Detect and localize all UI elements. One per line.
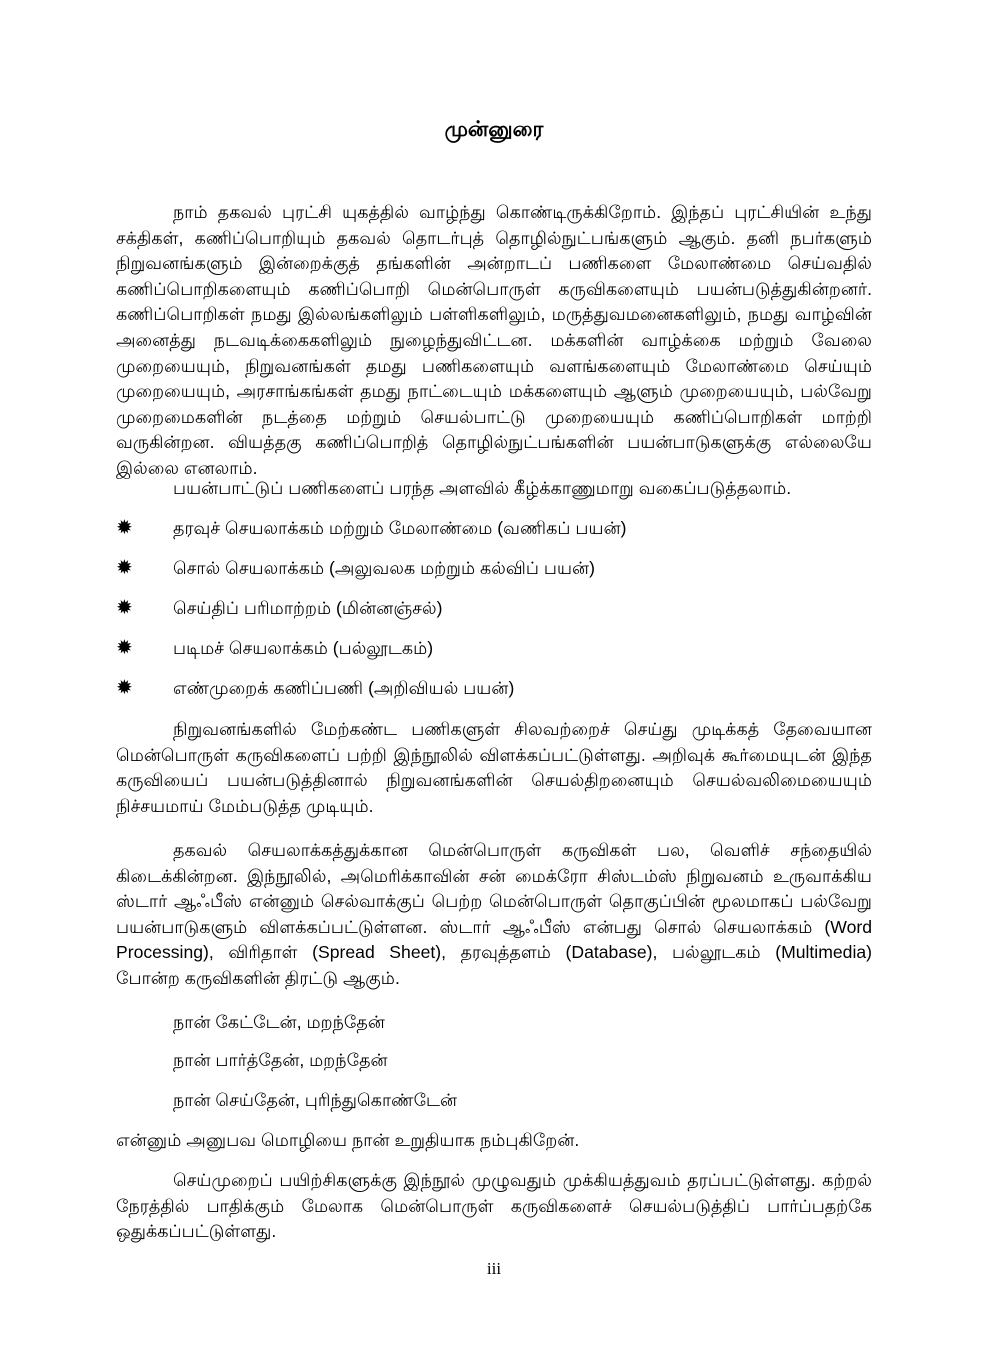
sunburst-bullet-icon: ✹ bbox=[116, 597, 133, 619]
document-page bbox=[116, 0, 872, 1361]
tools-paragraph: நிறுவனங்களில் மேற்கண்ட பணிகளுள் சிலவற்றைச் செய்து முடிக்கத் தேவையான மென்பொருள் கருவிகளைப் பற்றி இந்நூலில் விளக்கப்பட்டுள்ளது. அறிவுக் கூர்மையுடன் இந்த கருவியைப் பயன்படுத்தினால் நிறுவனங்களின் செயல்திறனையும் செயல்வலிமையையும் நிச்சயமாய் மேம்படுத்த முடியும். bbox=[116, 719, 872, 816]
star-office-paragraph: தகவல் செயலாக்கத்துக்கான மென்பொருள் கருவிகள் பல, வெளிச் சந்தையில் கிடைக்கின்றன. இந்நூலில், அமெரிக்காவின் சன் மைக்ரோ சிஸ்டம்ஸ் நிறுவனம் உருவாக்கிய ஸ்டார் ஆஃபீஸ் என்னும் செல்வாக்குப் பெற்ற மென்பொருள் தொகுப்பின் மூலமாகப் பல்வேறு பயன்பாடுகளும் விளக்கப்பட்டுள்ளன. ஸ்டார் ஆஃபீஸ் என்பது சொல் செயலாக்கம் (Word Processing), விரிதாள் (Spread Sheet), தரவுத்தளம் (Database), பல்லூடகம் (Multimedia) போன்ற கருவிகளின் திரட்டு ஆகும். bbox=[116, 840, 872, 988]
sunburst-bullet-icon: ✹ bbox=[116, 557, 133, 579]
quote-follow-text: என்னும் அனுபவ மொழியை நான் உறுதியாக நம்புகிறேன். bbox=[116, 1130, 580, 1150]
bullet-text: சொல் செயலாக்கம் (அலுவலக மற்றும் கல்விப் பயன்) bbox=[173, 558, 595, 578]
bullet-text: எண்முறைக் கணிப்பணி (அறிவியல் பயன்) bbox=[173, 678, 515, 698]
classification-intro: பயன்பாட்டுப் பணிகளைப் பரந்த அளவில் கீழ்க்காணுமாறு வகைப்படுத்தலாம். bbox=[173, 478, 792, 498]
quote-line: நான் கேட்டேன், மறந்தேன் bbox=[173, 1012, 385, 1032]
bullet-text: தரவுச் செயலாக்கம் மற்றும் மேலாண்மை (வணிகப் பயன்) bbox=[173, 518, 627, 538]
bullet-item bbox=[116, 636, 872, 661]
bullet-item bbox=[116, 556, 872, 581]
bullet-item bbox=[116, 676, 872, 701]
quote-line: நான் பார்த்தேன், மறந்தேன் bbox=[173, 1050, 388, 1070]
practical-paragraph: செய்முறைப் பயிற்சிகளுக்கு இந்நூல் முழுவதும் முக்கியத்துவம் தரப்பட்டுள்ளது. கற்றல் நேரத்தில் பாதிக்கும் மேலாக மென்பொருள் கருவிகளைச் செயல்படுத்திப் பார்ப்பதற்கே ஒதுக்கப்பட்டுள்ளது. bbox=[116, 1170, 872, 1242]
bullet-text: படிமச் செயலாக்கம் (பல்லூடகம்) bbox=[173, 638, 434, 658]
page-number: iii bbox=[486, 1259, 502, 1278]
sunburst-bullet-icon: ✹ bbox=[116, 517, 133, 539]
bullet-text: செய்திப் பரிமாற்றம் (மின்னஞ்சல்) bbox=[173, 598, 443, 618]
sunburst-bullet-icon: ✹ bbox=[116, 677, 133, 699]
sunburst-bullet-icon: ✹ bbox=[116, 637, 133, 659]
bullet-item bbox=[116, 596, 872, 621]
bullet-item bbox=[116, 516, 872, 541]
quote-line: நான் செய்தேன், புரிந்துகொண்டேன் bbox=[173, 1090, 458, 1110]
intro-paragraph: நாம் தகவல் புரட்சி யுகத்தில் வாழ்ந்து கொண்டிருக்கிறோம். இந்தப் புரட்சியின் உந்து சக்திகள், கணிப்பொறியும் தகவல் தொடர்புத் தொழில்நுட்பங்களும் ஆகும். தனி நபர்களும் நிறுவனங்களும் இன்றைக்குத் தங்களின் அன்றாடப் பணிகளை மேலாண்மை செய்வதில் கணிப்பொறிகளையும் கணிப்பொறி மென்பொருள் கருவிகளையும் பயன்படுத்துகின்றனர். கணிப்பொறிகள் நமது இல்லங்களிலும் பள்ளிகளிலும், மருத்துவமனைகளிலும், நமது வாழ்வின் அனைத்து நடவடிக்கைகளிலும் நுழைந்துவிட்டன. மக்களின் வாழ்க்கை மற்றும் வேலை முறையையும், நிறுவனங்கள் தமது பணிகளையும் வளங்களையும் மேலாண்மை செய்யும் முறையையும், அரசாங்கங்கள் தமது நாட்டையும் மக்களையும் ஆளும் முறையையும், பல்வேறு முறைமைகளின் நடத்தை மற்றும் செயல்பாட்டு முறையையும் கணிப்பொறிகள் மாற்றி வருகின்றன. வியத்தகு கணிப்பொறித் தொழில்நுட்பங்களின் பயன்பாடுகளுக்கு எல்லையே இல்லை எனலாம். bbox=[116, 202, 872, 478]
page-title: முன்னுரை bbox=[444, 118, 544, 141]
